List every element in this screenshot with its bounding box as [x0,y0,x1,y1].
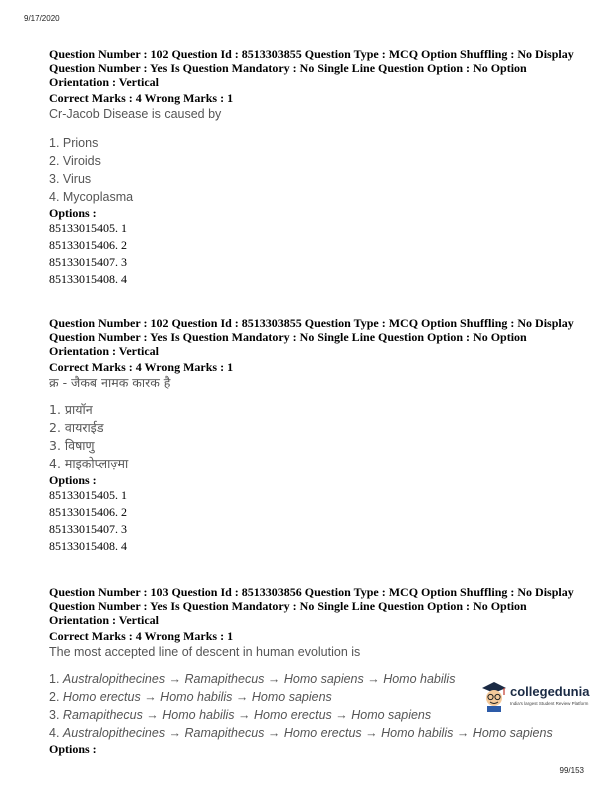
choice-item: 2. वायराईड [49,420,104,435]
option-id: 85133015405. 1 [49,488,127,502]
choice-item: 3. विषाणु [49,438,95,453]
choice-text: Homo erectus → Homo habilis → Homo sapiens [62,690,332,704]
question-block-1 [49,47,579,288]
choice-number: 4. [49,726,60,740]
choice-item: 2. Viroids [49,154,101,168]
question-marks: Correct Marks : 4 Wrong Marks : 1 [49,91,234,105]
choice-number: 2. [49,690,60,704]
choice-item: 3. Virus [49,172,92,186]
choice-item: 4. Mycoplasma [49,190,134,204]
print-date: 9/17/2020 [24,14,60,23]
choice-item [49,724,579,742]
option-id: 85133015405. 1 [49,221,127,235]
answer-choices [49,134,579,206]
options-label: Options : [49,742,97,756]
answer-choices [49,401,579,473]
question-text: The most accepted line of descent in human evolution is [49,645,361,659]
question-text: Cr-Jacob Disease is caused by [49,107,222,121]
question-header: Question Number : 102 Question Id : 8513303855 Question Type : MCQ Option Shuffling : No Display Question Number : Yes Is Question Mandatory : No Single Line Question Option : No Option Orientation : Vertical [49,316,574,358]
collegedunia-logo [480,680,592,712]
option-id: 85133015408. 4 [49,539,127,553]
option-id: 85133015406. 2 [49,505,127,519]
question-marks: Correct Marks : 4 Wrong Marks : 1 [49,360,234,374]
choice-text: Australopithecines → Ramapithecus → Homo sapiens → Homo habilis [62,672,456,686]
choice-item: 1. प्रायॉन [49,402,93,417]
option-id: 85133015407. 3 [49,522,127,536]
choice-item: 4. माइकोप्लाज़्मा [49,456,129,471]
option-id: 85133015407. 3 [49,255,127,269]
question-header: Question Number : 102 Question Id : 8513303855 Question Type : MCQ Option Shuffling : No Display Question Number : Yes Is Question Mandatory : No Single Line Question Option : No Option Orientation : Vertical [49,47,574,89]
choice-number: 1. [49,672,60,686]
options-label: Options : [49,206,97,220]
page-number: 99/153 [559,766,584,775]
logo-name: collegedunia [510,684,590,699]
question-block-3 [49,585,579,756]
options-label: Options : [49,473,97,487]
choice-text: Ramapithecus → Homo habilis → Homo erectus → Homo sapiens [62,708,432,722]
student-mascot-icon [480,680,508,712]
question-marks: Correct Marks : 4 Wrong Marks : 1 [49,629,234,643]
logo-tagline: India's largest Student Review Platform [510,701,589,706]
choice-text: Australopithecines → Ramapithecus → Homo erectus → Homo habilis → Homo sapiens [62,726,553,740]
question-header: Question Number : 103 Question Id : 8513303856 Question Type : MCQ Option Shuffling : No Display Question Number : Yes Is Question Mandatory : No Single Line Question Option : No Option Orientation : Vertical [49,585,574,627]
choice-item: 1. Prions [49,136,99,150]
option-id: 85133015408. 4 [49,272,127,286]
option-id: 85133015406. 2 [49,238,127,252]
choice-number: 3. [49,708,60,722]
question-block-2 [49,316,579,555]
question-text: क्र - जैकब नामक कारक है [49,375,171,390]
